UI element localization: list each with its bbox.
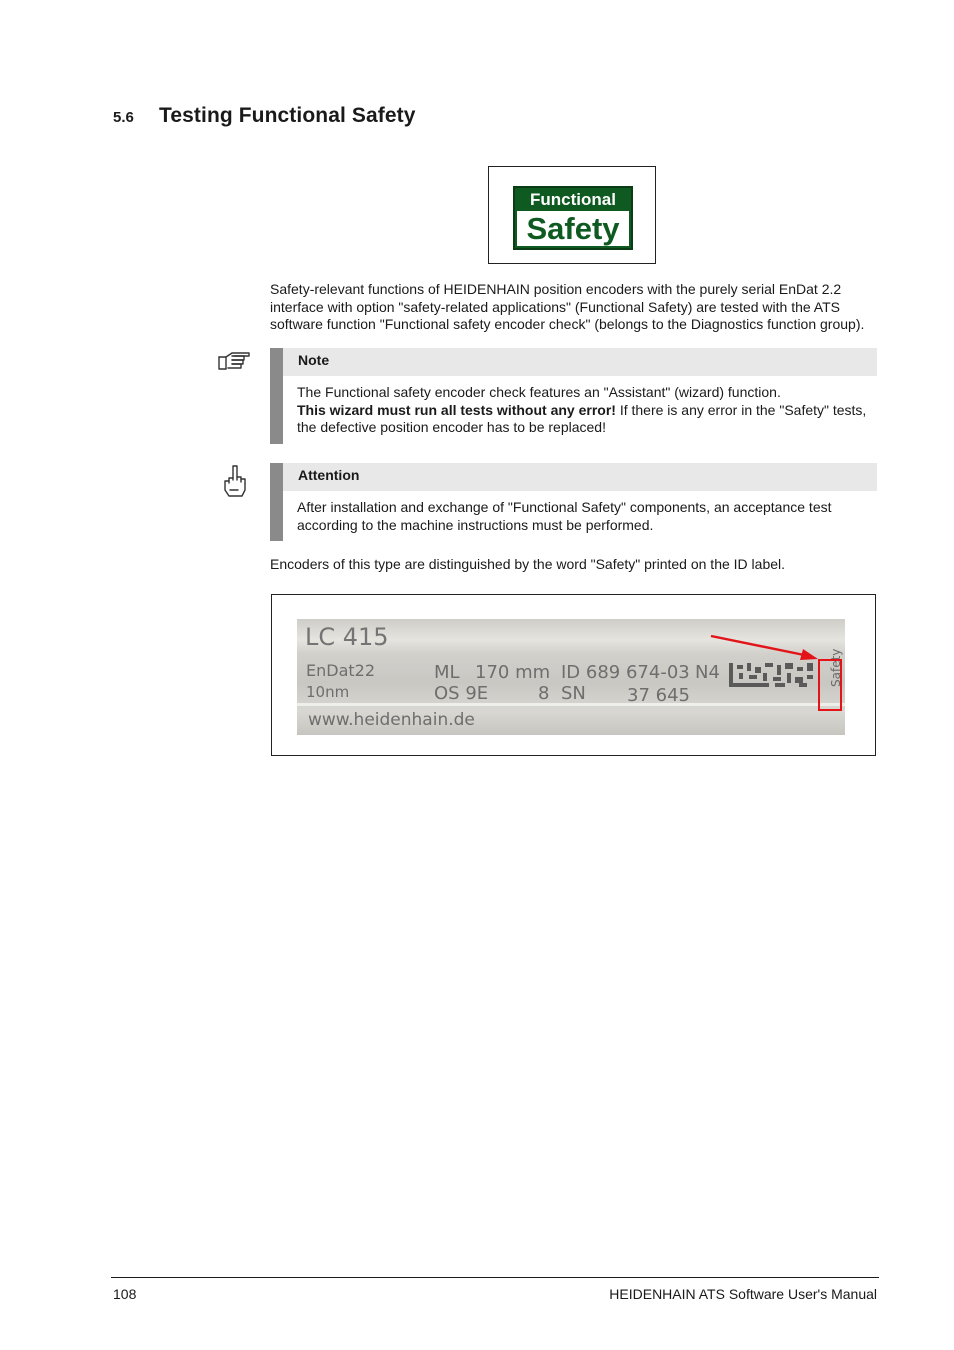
- label-length: 170 mm: [475, 662, 551, 683]
- attention-bar: [270, 463, 283, 541]
- logo-line-safety: Safety: [517, 211, 629, 246]
- attention-body: After installation and exchange of "Functional Safety" components, an acceptance test according to the machine instructions must be performed.: [297, 499, 832, 533]
- section-title: Testing Functional Safety: [159, 104, 416, 127]
- note-box: [270, 348, 877, 444]
- functional-safety-logo-frame: [488, 166, 656, 264]
- label-id: ID 689 674-03: [561, 662, 690, 683]
- id-label-photo-frame: [271, 594, 876, 756]
- pointing-hand-icon: [214, 345, 254, 385]
- raised-finger-hand-icon: [216, 462, 256, 502]
- section-heading: [113, 104, 415, 128]
- label-description: Encoders of this type are distinguished by the word "Safety" printed on the ID label.: [270, 556, 786, 572]
- note-body: [297, 384, 877, 437]
- note-title: Note: [283, 348, 877, 376]
- label-website: www.heidenhain.de: [308, 710, 475, 730]
- note-rest-text: If there is any error in the "Safety" tests, the defective position encoder has to be replaced!: [297, 401, 867, 435]
- label-serial: 37 645: [627, 685, 690, 706]
- page-number: 108: [113, 1286, 137, 1302]
- footer-title: HEIDENHAIN ATS Software User's Manual: [609, 1286, 877, 1302]
- note-line: The Functional safety encoder check features an "Assistant" (wizard) function.: [297, 384, 781, 400]
- section-number: 5.6: [113, 109, 134, 126]
- attention-title: Attention: [283, 463, 877, 491]
- note-bar: [270, 348, 283, 444]
- label-interface: EnDat22: [306, 661, 376, 680]
- footer-rule: [111, 1277, 879, 1278]
- logo-line-functional: Functional: [530, 190, 616, 209]
- safety-highlight-box: [818, 659, 842, 711]
- attention-box: [270, 463, 877, 541]
- id-label-photo: [297, 619, 845, 735]
- intro-paragraph: Safety-relevant functions of HEIDENHAIN position encoders with the purely serial EnDat 2.2 interface with option "safety-related applications" (Functional Safety) are tested with the ATS software function "Functional safety encoder check" (belongs to the Diagnostics function group).: [270, 281, 865, 332]
- label-sn: SN: [561, 683, 586, 704]
- functional-safety-logo: [513, 186, 633, 250]
- note-warning: [297, 402, 877, 437]
- label-number: 8: [538, 683, 550, 704]
- label-safety-word: Safety: [829, 648, 843, 687]
- note-bold-text: This wizard must run all tests without any error!: [297, 401, 616, 418]
- label-ml: ML: [434, 662, 460, 683]
- datamatrix-code: [729, 661, 815, 689]
- label-revision: N4: [695, 662, 720, 683]
- label-model: LC 415: [305, 623, 389, 651]
- label-os: OS 9E: [434, 683, 489, 704]
- label-resolution: 10nm: [306, 683, 350, 701]
